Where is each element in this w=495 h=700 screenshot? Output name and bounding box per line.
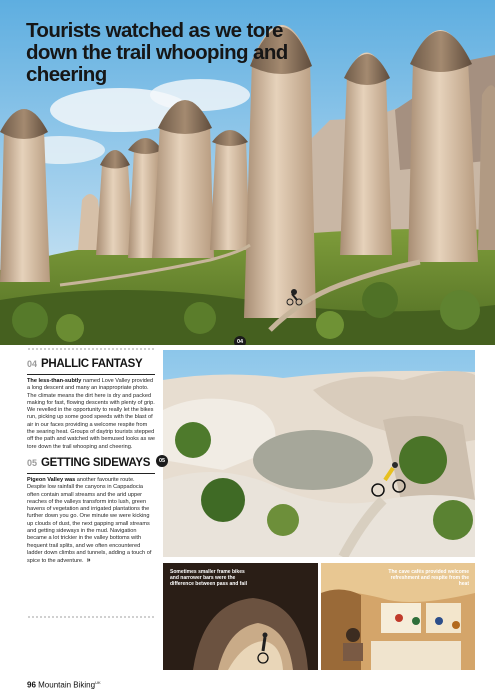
title-rule: [27, 374, 155, 375]
cave-cafe-photo: [321, 563, 475, 670]
section-title: GETTING SIDEWAYS: [41, 456, 151, 469]
dotted-divider: [27, 614, 155, 620]
title-rule: [27, 473, 155, 474]
section-number: 05: [27, 457, 38, 468]
section-body: [27, 378, 155, 451]
section-title: PHALLIC FANTASY: [41, 358, 143, 370]
section-getting-sideways: [27, 457, 155, 566]
magazine-name: Mountain Biking: [38, 680, 96, 690]
photo-marker-05: 05: [156, 455, 168, 467]
cave-caption: The cave cafés provided welcome refreshment and respite from the heat: [388, 569, 469, 587]
page-footer: [27, 680, 101, 690]
lead-in: The less-than-subtly: [27, 378, 82, 384]
tunnel-photo: [163, 563, 318, 670]
section-body: [27, 477, 155, 566]
body-text: another favourite route. Despite low rainfall the canyons in Cappadocia often contain small streams and the arid upper reaches of the valleys transform into lush, green havens of vegetation and irrigated plantations the further down you go. One minute we were kicking up clouds of dust, the next gapping small streams and getting sideways in the mud. Navigation became a lot trickier in the valley bottoms with frequent trail splits, and we often encountered ladder down climbs and tunnels, adding a touch of spice to the adventure.: [27, 476, 152, 565]
section-phallic-fantasy: [27, 358, 155, 451]
tunnel-caption: Sometimes smaller frame bikes and narrower bars were the difference between pass and fail: [170, 569, 247, 587]
valley-photo: [163, 350, 475, 557]
hero-photo: [0, 0, 495, 345]
page-number: 96: [27, 680, 36, 690]
body-text: named Love Valley provided a long descent and many an inappropriate photo. The climate means the dirt here is dry and packed making for fast, flowing descents with plenty of grip. We revelled in the opportunity to really let the bikes run, picking up some good speeds with the blast of air in our faces providing a welcome respite from the searing heat. Groups of daytrip tourists stepped off the path and watched with bemused looks as we tore down the trail whooping and cheering.: [27, 378, 156, 450]
magazine-mark: UK: [95, 680, 101, 685]
article-column: [27, 346, 155, 566]
dotted-divider: [27, 346, 155, 352]
headline: Tourists watched as we tore down the trail whooping and cheering: [26, 19, 288, 86]
section-number: 04: [27, 359, 38, 369]
lead-in: Pigeon Valley was: [27, 476, 76, 483]
photo-marker-04: 04: [234, 336, 246, 345]
continue-arrow-icon: »: [86, 557, 91, 565]
